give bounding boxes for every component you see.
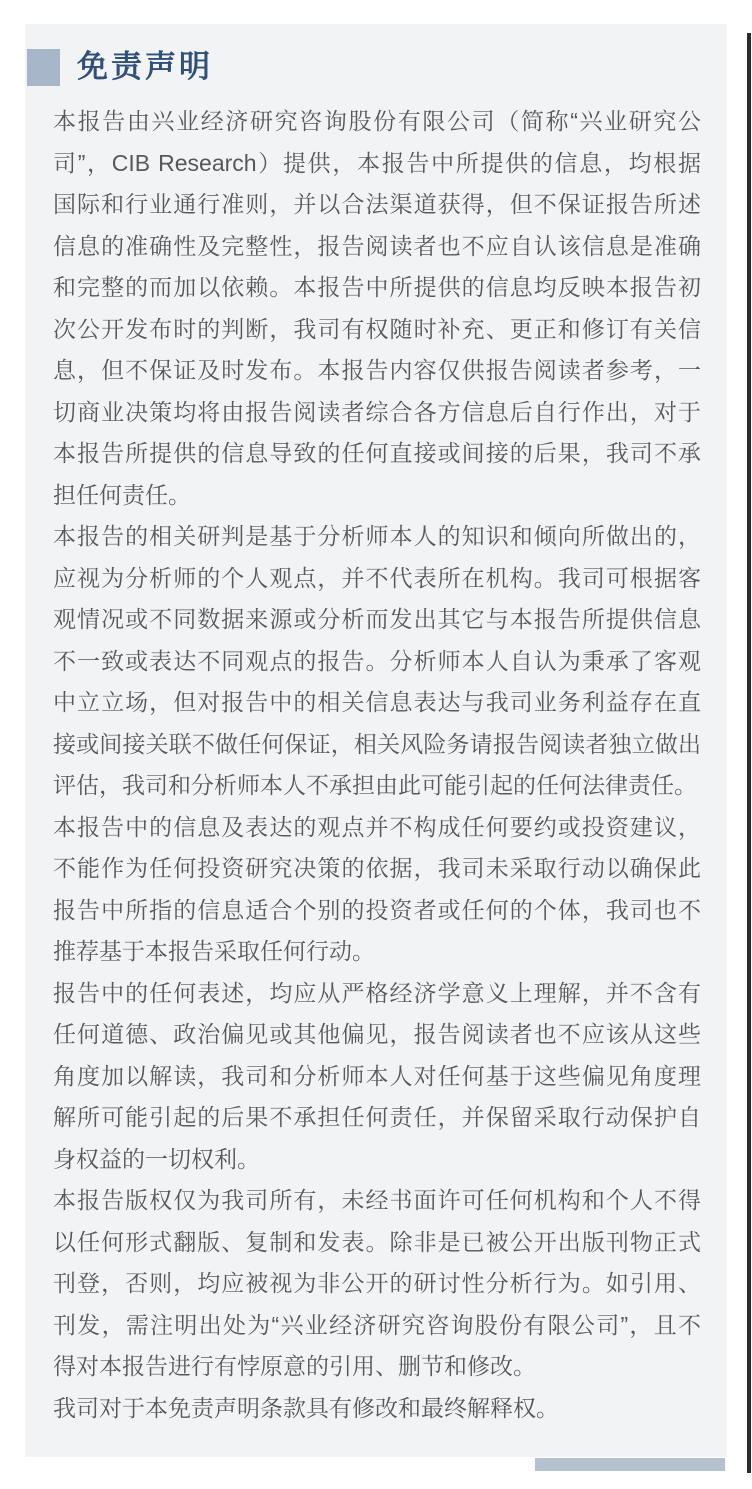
disclaimer-line: 我司对于本免责声明条款具有修改和最终解释权。 <box>53 1394 559 1421</box>
disclaimer-line: 刊登，否则，均应被视为非公开的研讨性分析行为。如引用、 <box>53 1270 701 1296</box>
disclaimer-line: 本报告中的信息及表达的观点并不构成任何要约或投资建议， <box>53 813 701 840</box>
disclaimer-line: 推荐基于本报告采取任何行动。 <box>53 938 375 964</box>
disclaimer-line: 角度加以解读，我司和分析师本人对任何基于这些偏见角度理 <box>53 1062 701 1089</box>
disclaimer-line: 解所可能引起的后果不承担任何责任，并保留采取行动保护自 <box>53 1104 701 1130</box>
disclaimer-line: 应视为分析师的个人观点，并不代表所在机构。我司可根据客 <box>53 564 701 591</box>
disclaimer-paragraphs <box>25 101 727 1429</box>
section-bullet-icon <box>27 49 60 86</box>
disclaimer-line: 以任何形式翻版、复制和发表。除非是已被公开出版刊物正式 <box>53 1228 701 1255</box>
disclaimer-line: 报告中所指的信息适合个别的投资者或任何的个体，我司也不 <box>53 896 701 923</box>
disclaimer-line: 本报告由兴业经济研究咨询股份有限公司（简称“兴业研究公 <box>53 108 701 134</box>
disclaimer-line: 本报告所提供的信息导致的任何直接或间接的后果，我司不承 <box>53 440 701 466</box>
disclaimer-line: 得对本报告进行有悖原意的引用、删节和修改。 <box>53 1353 536 1379</box>
disclaimer-line: 中立立场，但对报告中的相关信息表达与我司业务利益存在直 <box>53 689 701 715</box>
disclaimer-line: 不能作为任何投资研究决策的依据，我司未采取行动以确保此 <box>53 855 701 881</box>
disclaimer-line: 不一致或表达不同观点的报告。分析师本人自认为秉承了客观 <box>53 647 701 674</box>
disclaimer-line: 报告中的任何表述，均应从严格经济学意义上理解，并不含有 <box>53 979 701 1006</box>
disclaimer-line: 刊发，需注明出处为“兴业经济研究咨询股份有限公司”，且不 <box>53 1311 701 1338</box>
disclaimer-line: 任何道德、政治偏见或其他偏见，报告阅读者也不应该从这些 <box>53 1021 701 1047</box>
disclaimer-line: 担任何责任。 <box>53 481 191 508</box>
disclaimer-line: 本报告的相关研判是基于分析师本人的知识和倾向所做出的， <box>53 523 701 549</box>
bottom-accent-bar <box>535 1458 725 1471</box>
disclaimer-line: 息，但不保证及时发布。本报告内容仅供报告阅读者参考，一 <box>53 357 701 383</box>
disclaimer-line: 国际和行业通行准则，并以合法渠道获得，但不保证报告所述 <box>53 191 701 217</box>
disclaimer-line: 信息的准确性及完整性，报告阅读者也不应自认该信息是准确 <box>53 232 701 259</box>
disclaimer-line: 接或间接关联不做任何保证，相关风险务请报告阅读者独立做出 <box>53 730 701 757</box>
disclaimer-panel <box>25 24 727 1457</box>
disclaimer-line: 司”，CIB Research）提供，本报告中所提供的信息，均根据 <box>53 149 701 176</box>
page-title: 免责声明 <box>77 49 213 84</box>
disclaimer-line: 本报告版权仅为我司所有，未经书面许可任何机构和个人不得 <box>53 1187 701 1213</box>
section-header <box>25 47 727 87</box>
right-edge-line <box>747 33 751 1473</box>
disclaimer-line: 身权益的一切权利。 <box>53 1145 260 1172</box>
disclaimer-line: 评估，我司和分析师本人不承担由此可能引起的任何法律责任。 <box>53 772 697 798</box>
disclaimer-line: 次公开发布时的判断，我司有权随时补充、更正和修订有关信 <box>53 315 701 342</box>
disclaimer-line: 切商业决策均将由报告阅读者综合各方信息后自行作出，对于 <box>53 398 701 425</box>
disclaimer-line: 和完整的而加以依赖。本报告中所提供的信息均反映本报告初 <box>53 274 701 300</box>
disclaimer-line: 观情况或不同数据来源或分析而发出其它与本报告所提供信息 <box>53 606 701 632</box>
